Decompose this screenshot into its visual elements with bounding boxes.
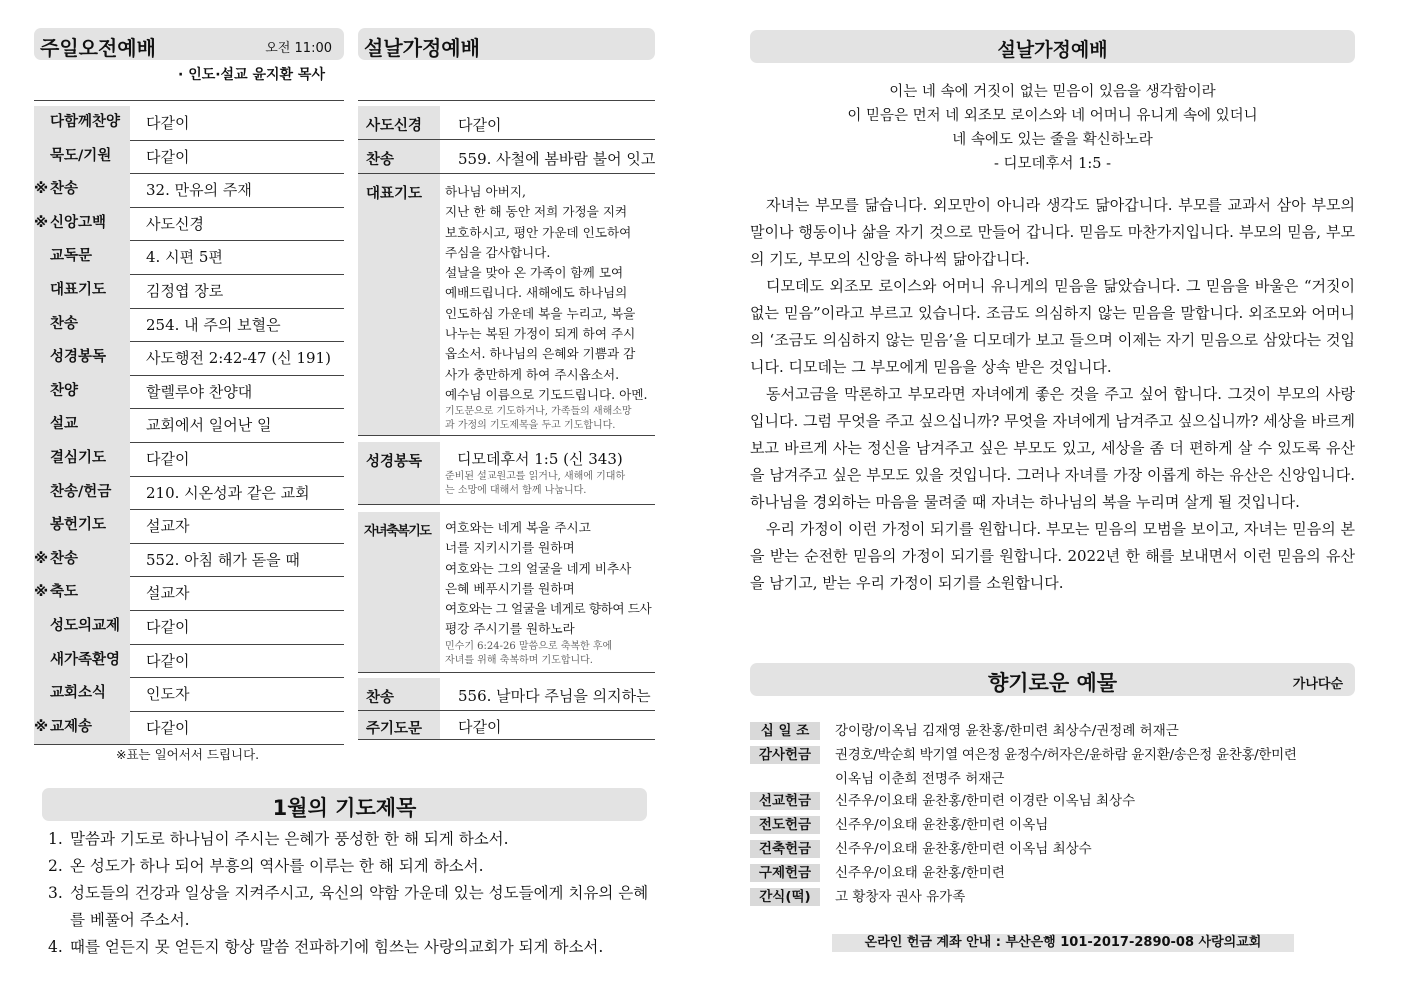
fs-label: 성경봉독: [366, 454, 423, 470]
fs-label: 자녀축복기도: [364, 524, 431, 539]
worship-row: [34, 106, 344, 141]
blessing-line: 여호와는 그의 얼굴을 네게 비추사: [445, 560, 632, 576]
worship-row-label: [34, 408, 130, 442]
worship-row-label: [34, 509, 130, 543]
prayer-line: 주심을 감사합니다.: [445, 244, 551, 260]
worship-row: [34, 173, 344, 208]
item-text: 성도들의 건강과 일상을 지켜주시고, 육신의 약함 가운데 있는 성도들에게 치유의 은혜를 베풀어 주소서.: [70, 884, 649, 929]
worship-row: [34, 644, 344, 679]
worship-item-value: 설교자: [146, 517, 190, 536]
worship-item-name: 성경봉독: [50, 349, 107, 366]
worship-row: [34, 711, 344, 746]
standing-mark: ※: [34, 550, 49, 567]
family-service-header: [358, 28, 655, 60]
fs-row-blessing: [358, 512, 655, 673]
worship-row-label: [34, 610, 130, 644]
reading-reference: 디모데후서 1:5 (신 343): [457, 450, 623, 468]
worship-row-label: [34, 341, 130, 375]
offering-label: 십 일 조: [750, 722, 820, 740]
sermon-title: 설날가정예배: [997, 39, 1108, 61]
worship-item-name: 묵도/기원: [50, 147, 112, 164]
worship-item-name: 봉헌기도: [50, 517, 107, 534]
worship-row-label: [34, 207, 130, 241]
worship-row: [34, 375, 344, 410]
prayer-topics-list: [48, 826, 658, 961]
worship-item-value: 다같이: [146, 114, 190, 132]
item-text: 말씀과 기도로 하나님이 주시는 은혜가 풍성한 한 해 되게 하소서.: [70, 830, 509, 848]
offerings-order-note: 가나다순: [1292, 677, 1343, 692]
morning-service-time: 오전 11:00: [265, 41, 332, 56]
reading-text: [445, 448, 655, 498]
worship-item-value: 다같이: [146, 651, 190, 670]
online-offering-account: 온라인 헌금 계좌 안내 : 부산은행 101-2017-2890-08 사랑의교회: [832, 934, 1294, 952]
worship-row-label: [34, 140, 130, 174]
fs-label: 대표기도: [366, 186, 423, 202]
worship-row: [34, 509, 344, 544]
worship-row-label: [34, 442, 130, 476]
offering-names: 이옥님 이춘희 전명주 허재근: [835, 771, 1005, 787]
offering-names: 신주우/이요태 윤찬홍/한미련 이옥님 최상수: [835, 841, 1092, 857]
prayer-line: 옵소서. 하나님의 은혜와 기쁨과 감: [445, 346, 636, 362]
worship-item-name: 결심기도: [50, 450, 107, 466]
blessing-line: 평강 주시기를 원하노라: [445, 621, 575, 637]
offerings-header: [750, 663, 1355, 696]
offering-names: 권경호/박순희 박기열 여은정 윤정수/허자은/윤하람 윤지환/송은정 윤찬홍/한미련: [835, 747, 1297, 763]
item-number: 2.: [48, 857, 63, 875]
standing-mark: ※: [34, 584, 49, 601]
prayer-topics-title: 1월의 기도제목: [272, 796, 417, 820]
offering-label: 간식(떡): [750, 888, 820, 906]
offering-label: 건축헌금: [750, 840, 820, 858]
rep-prayer-text: [445, 182, 655, 433]
worship-row: [34, 274, 344, 309]
verse-reference: - 디모데후서 1:5 -: [994, 156, 1111, 172]
offering-label: 구제헌금: [750, 864, 820, 882]
paragraph: 디모데도 외조모 로이스와 어머니 유니게의 믿음을 닮았습니다. 그 믿음을 바울은 “거짓이 없는 믿음”이라고 부르고 있습니다. 조금도 의심하지 않는 믿음을 말합니다. 외조모와 어머니의 ‘조금도 의심하지 않는 믿음’을 디모데가 보고 들으며 이제는 자기 믿음으로 삼았다는 것입니다. 디모데는 그 부모에게 믿음을 상속 받은 것입니다.: [750, 277, 1355, 376]
fs-label: 주기도문: [366, 721, 423, 737]
fs-label: 찬송: [366, 152, 395, 168]
verse-line: 이 믿음은 먼저 네 외조모 로이스와 네 어머니 유니게 속에 있더니: [847, 108, 1258, 124]
fs-label: 사도신경: [366, 118, 423, 134]
worship-item-name: 교제송: [50, 718, 93, 735]
worship-row: [34, 610, 344, 645]
paragraph: 동서고금을 막론하고 부모라면 자녀에게 좋은 것을 주고 싶어 합니다. 그것이 부모의 사랑입니다. 그럼 무엇을 주고 싶으십니까? 무엇을 자녀에게 남겨주고 싶으십니까? 세상을 바르게 보고 바르게 사는 정신을 남겨주고 싶은 부모도 있고, 세상을 좀 더 편하게 살 수 있도록 유산을 남겨주고 싶은 부모도 있을 것입니다. 그러나 자녀를 가장 이롭게 하는 유산은 신앙입니다. 하나님을 경외하는 마음을 물려줄 때 자녀는 하나님의 복을 누리며 살게 될 것입니다.: [750, 385, 1355, 511]
worship-item-name: 대표기도: [50, 282, 107, 298]
offering-row: [750, 861, 1350, 885]
fs-label: 찬송: [366, 690, 395, 706]
worship-row: [34, 308, 344, 343]
worship-row: [34, 677, 344, 712]
offering-row: [750, 885, 1350, 909]
worship-row-label: [34, 106, 130, 140]
worship-item-value: 552. 아침 해가 돋을 때: [146, 550, 300, 569]
offering-label: 전도헌금: [750, 816, 820, 834]
prayer-line: 예배드립니다. 새해에도 하나님의: [445, 285, 628, 301]
fs-row-lords-prayer: [358, 711, 655, 740]
fs-value: 다같이: [458, 718, 502, 736]
sermon-body: [750, 192, 1355, 597]
fs-value: 556. 날마다 주님을 의지하는: [458, 687, 651, 705]
offering-names: 강이랑/이옥님 김재영 윤찬홍/한미련 최상수/권정례 허재근: [835, 723, 1179, 739]
item-text: 온 성도가 하나 되어 부흥의 역사를 이루는 한 해 되게 하소서.: [70, 857, 484, 875]
worship-row-label: [34, 576, 130, 610]
worship-row: [34, 207, 344, 242]
item-number: 1.: [48, 830, 63, 848]
worship-row-label: [34, 274, 130, 308]
worship-item-value: 다같이: [146, 618, 190, 636]
worship-item-value: 다같이: [146, 718, 190, 737]
worship-item-value: 설교자: [146, 584, 190, 603]
worship-row: [34, 240, 344, 275]
worship-item-name: 찬양: [50, 382, 79, 399]
blessing-text: [445, 518, 655, 668]
fs-value: 다같이: [458, 116, 502, 134]
worship-item-name: 다함께찬양: [50, 114, 121, 130]
worship-item-value: 인도자: [146, 685, 190, 704]
worship-item-value: 다같이: [146, 147, 190, 166]
offering-row: [750, 837, 1350, 861]
list-item: [48, 826, 658, 853]
blessing-line: 여호와는 그 얼굴을 네게로 향하여 드사: [445, 601, 652, 617]
offering-row: [750, 743, 1350, 791]
worship-row-label: [34, 644, 130, 678]
worship-row: [34, 341, 344, 376]
fs-row-creed: [358, 106, 655, 140]
sermon-header: [750, 30, 1355, 63]
reading-note: 는 소망에 대해서 함께 나눕니다.: [445, 485, 587, 496]
offering-names: 신주우/이요태 윤찬홍/한미련: [835, 865, 1005, 881]
offering-names: 신주우/이요태 윤찬홍/한미련 이옥님: [835, 817, 1049, 833]
prayer-line: 보호하시고, 평안 가운데 인도하여: [445, 224, 632, 240]
worship-item-value: 교회에서 일어난 일: [146, 416, 272, 435]
blessing-note: 자녀를 위해 축복하며 기도합니다.: [445, 654, 593, 666]
worship-item-name: 새가족환영: [50, 651, 121, 668]
verse-line: 네 속에도 있는 줄을 확신하노라: [952, 132, 1153, 148]
standing-mark: ※: [34, 718, 49, 735]
fs-row-rep-prayer: [358, 174, 655, 436]
fs-row-hymn1: [358, 140, 655, 174]
worship-row-label: [34, 375, 130, 409]
worship-item-value: 32. 만유의 주재: [146, 181, 252, 200]
offering-label: 감사헌금: [750, 746, 820, 764]
worship-row: [34, 408, 344, 443]
key-verse: [750, 80, 1355, 176]
worship-item-name: 신앙고백: [50, 214, 107, 231]
standing-mark: ※: [34, 181, 49, 198]
worship-item-name: 성도의교제: [50, 618, 121, 634]
family-service-title: 설날가정예배: [364, 36, 480, 60]
item-text: 때를 얻든지 못 얻든지 항상 말씀 전파하기에 힘쓰는 사랑의교회가 되게 하소서.: [70, 938, 604, 956]
worship-item-name: 설교: [50, 416, 79, 433]
worship-row: [34, 442, 344, 477]
worship-item-value: 할렐루야 찬양대: [146, 382, 253, 401]
prayer-line: 나누는 복된 가정이 되게 하여 주시: [445, 326, 636, 342]
worship-item-name: 찬송: [50, 550, 79, 567]
offering-row: [750, 719, 1350, 743]
offering-label: 선교헌금: [750, 792, 820, 810]
offerings-title: 향기로운 예물: [987, 671, 1118, 695]
worship-row-label: [34, 173, 130, 207]
verse-line: 이는 네 속에 거짓이 없는 믿음이 있음을 생각함이라: [889, 84, 1216, 100]
worship-item-name: 축도: [50, 584, 79, 601]
prayer-line: 하나님 아버지,: [445, 184, 526, 199]
worship-row-label: [34, 711, 130, 745]
worship-row: [34, 476, 344, 511]
prayer-line: 인도하심 가운데 복을 누리고, 복을: [445, 305, 636, 321]
prayer-line: 지난 한 해 동안 저희 가정을 지켜: [445, 204, 628, 220]
item-number: 3.: [48, 884, 63, 902]
reading-note: 준비된 설교원고를 읽거나, 새해에 기대하: [445, 471, 626, 482]
worship-item-value: 사도신경: [146, 214, 204, 233]
family-service-top-rule: [358, 100, 655, 101]
list-item: [48, 934, 658, 961]
offering-row: [750, 813, 1350, 837]
blessing-line: 너를 지키시기를 원하며: [445, 540, 575, 556]
worship-item-value: 254. 내 주의 보혈은: [146, 315, 281, 334]
worship-item-name: 교독문: [50, 248, 93, 265]
blessing-line: 여호와는 네게 복을 주시고: [445, 520, 591, 535]
prayer-line: 예수님 이름으로 기도드립니다. 아멘.: [445, 386, 648, 402]
worship-row: [34, 140, 344, 175]
morning-service-top-rule: [34, 100, 344, 101]
morning-service-title: 주일오전예배: [40, 36, 156, 60]
offering-row: [750, 789, 1350, 813]
prayer-note: 과 가정의 기도제목을 두고 기도합니다.: [445, 420, 616, 432]
standing-footnote: ※표는 일어서서 드립니다.: [116, 747, 260, 762]
paragraph: 자녀는 부모를 닮습니다. 외모만이 아니라 생각도 닮아갑니다. 부모를 교과서 삼아 부모의 말이나 행동이나 삶을 자기 것으로 만들어 갑니다. 믿음도 마찬가지입니다. 부모의 믿음, 부모의 기도, 부모의 신앙을 하나씩 닮아갑니다.: [750, 196, 1355, 268]
prayer-topics-header: [42, 788, 647, 821]
offering-names: 고 황창자 권사 유가족: [835, 889, 966, 905]
service-leader: · 인도·설교 윤지환 목사: [178, 67, 325, 83]
worship-item-name: 찬송: [50, 181, 79, 198]
prayer-line: 설날을 맞아 온 가족이 함께 모여: [445, 265, 624, 281]
worship-item-name: 찬송: [50, 315, 79, 332]
paragraph: 우리 가정이 이런 가정이 되기를 원합니다. 부모는 믿음의 모범을 보이고, 자녀는 믿음의 본을 받는 순전한 믿음의 가정이 되기를 원합니다. 2022년 한 해를 보내면서 이런 믿음의 유산을 남기고, 받는 우리 가정이 되기를 소원합니다.: [750, 520, 1355, 592]
worship-item-value: 210. 시온성과 같은 교회: [146, 483, 310, 502]
blessing-line: 은혜 베푸시기를 원하며: [445, 580, 575, 596]
worship-row-label: [34, 240, 130, 274]
prayer-line: 사가 충만하게 하여 주시옵소서.: [445, 366, 620, 382]
worship-row: [34, 576, 344, 611]
worship-row-label: [34, 476, 130, 510]
worship-item-value: 사도행전 2:42-47 (신 191): [146, 349, 331, 368]
blessing-note: 민수기 6:24-26 말씀으로 축복한 후에: [445, 640, 613, 652]
worship-item-value: 김정엽 장로: [146, 282, 224, 300]
fs-value: 559. 사철에 봄바람 불어 잇고: [458, 150, 656, 168]
list-item: [48, 880, 658, 934]
list-item: [48, 853, 658, 880]
worship-item-name: 교회소식: [50, 685, 107, 702]
worship-item-value: 4. 시편 5편: [146, 248, 223, 267]
worship-row-label: [34, 308, 130, 342]
worship-row: [34, 543, 344, 578]
standing-mark: ※: [34, 214, 49, 231]
worship-row-label: [34, 543, 130, 577]
morning-service-header: [34, 28, 344, 60]
worship-item-value: 다같이: [146, 450, 190, 468]
prayer-note: 기도문으로 기도하거나, 가족들의 새해소망: [445, 406, 632, 418]
fs-row-reading: [358, 442, 655, 505]
item-number: 4.: [48, 938, 63, 956]
worship-item-name: 찬송/헌금: [50, 483, 112, 500]
fs-row-hymn2: [358, 678, 655, 711]
offering-names: 신주우/이요태 윤찬홍/한미련 이경란 이옥님 최상수: [835, 793, 1136, 809]
worship-row-label: [34, 677, 130, 711]
